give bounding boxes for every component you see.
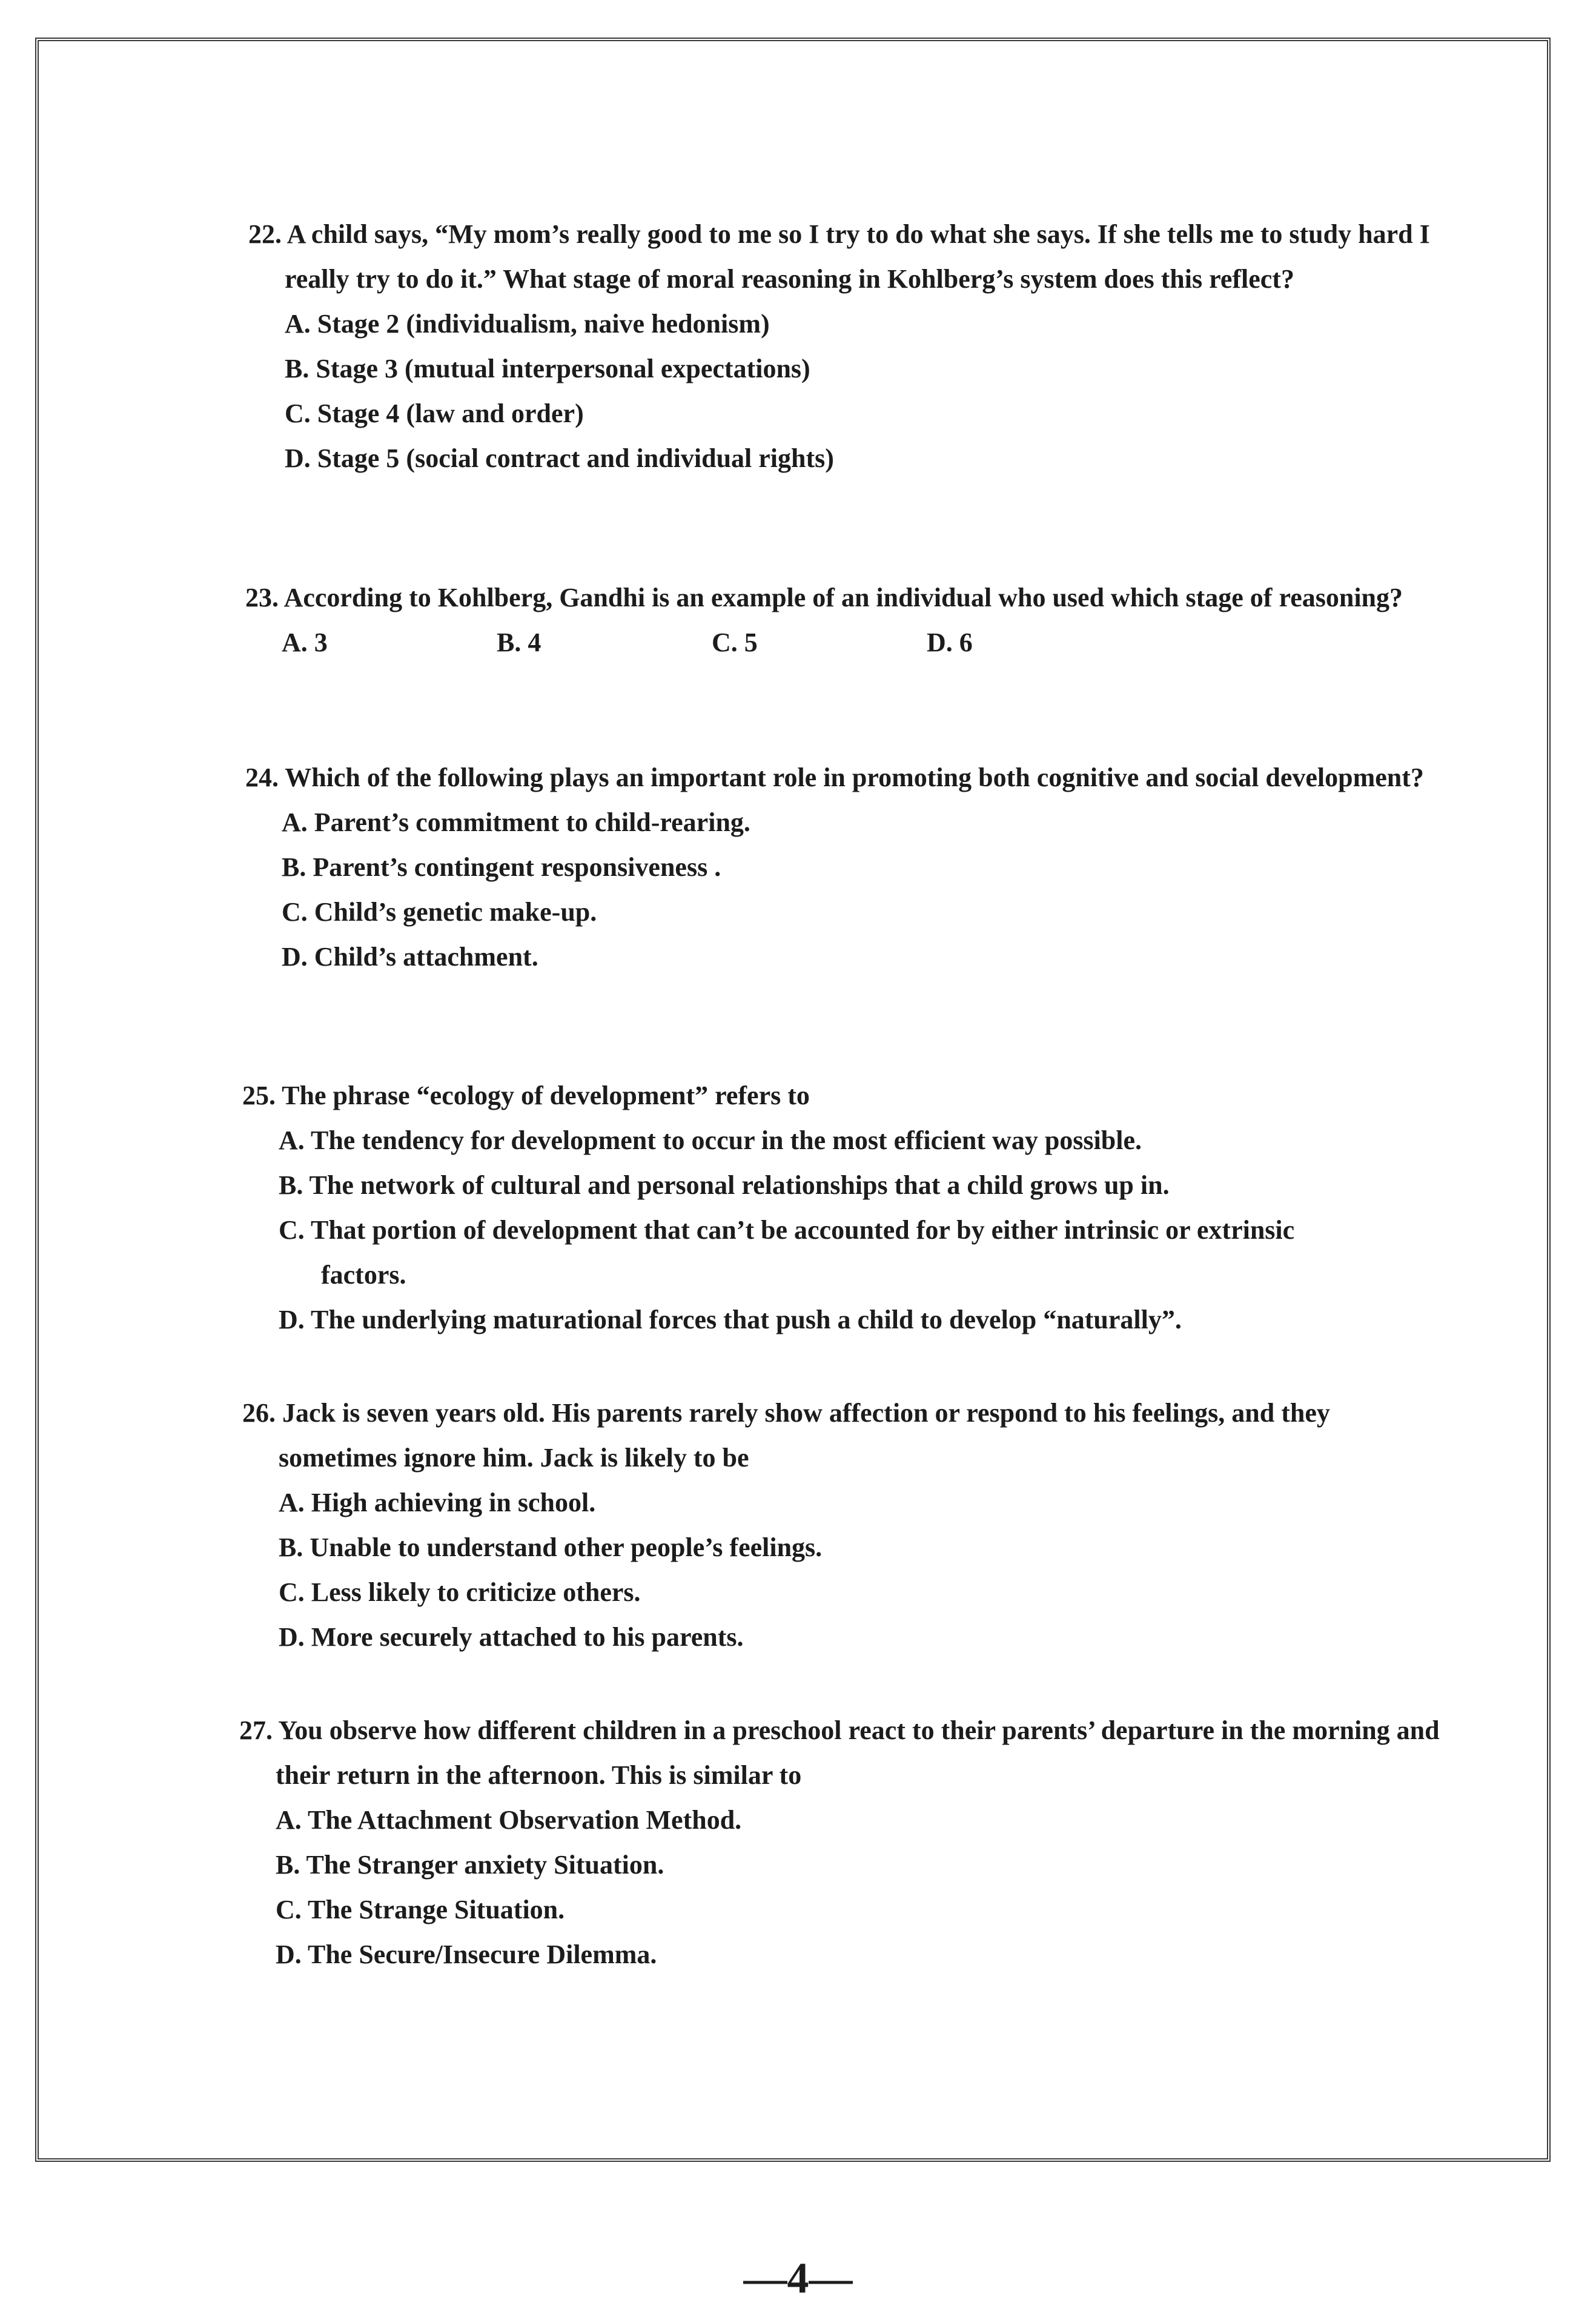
option-a: A. 3 <box>282 628 328 657</box>
option-a: A. The tendency for development to occur in the most efficient way possible. <box>279 1125 1142 1155</box>
option-b: B. 4 <box>497 628 541 657</box>
question-stem: 25. The phrase “ecology of development” refers to <box>242 1081 810 1110</box>
question-26 <box>242 1391 1454 1660</box>
option-c: C. The Strange Situation. <box>276 1895 565 1924</box>
question-24 <box>245 755 1457 979</box>
question-stem: 24. Which of the following plays an important role in promoting both cognitive and social development? <box>245 763 1424 792</box>
option-b: B. Stage 3 (mutual interpersonal expectations) <box>285 354 810 383</box>
option-b: B. Unable to understand other people’s feelings. <box>279 1533 823 1562</box>
page-number: —4— <box>743 2254 853 2302</box>
option-a: A. The Attachment Observation Method. <box>276 1805 742 1835</box>
option-c: C. That portion of development that can’t be accounted for by either intrinsic or extrinsic factors. <box>279 1215 1295 1290</box>
option-b: B. The network of cultural and personal relationships that a child grows up in. <box>279 1170 1170 1200</box>
question-stem: 23. According to Kohlberg, Gandhi is an example of an individual who used which stage of reasoning? <box>245 583 1403 612</box>
question-stem: 27. You observe how different children in a preschool react to their parents’ departure in the morning and their return in the afternoon. This is similar to <box>239 1715 1440 1790</box>
option-d: D. More securely attached to his parents. <box>279 1622 744 1652</box>
question-stem: 22. A child says, “My mom’s really good to me so I try to do what she says. If she tells me to study hard I really try to do it.” What stage of moral reasoning in Kohlberg’s system does this reflect? <box>248 219 1430 294</box>
option-d: D. The underlying maturational forces that push a child to develop “naturally”. <box>279 1305 1182 1334</box>
option-d: D. Child’s attachment. <box>282 942 538 972</box>
option-d: D. Stage 5 (social contract and individual rights) <box>285 443 834 473</box>
option-c: C. Less likely to criticize others. <box>279 1577 641 1607</box>
option-b: B. The Stranger anxiety Situation. <box>276 1850 664 1880</box>
option-b: B. Parent’s contingent responsiveness . <box>282 852 721 882</box>
option-c: C. Stage 4 (law and order) <box>285 399 584 428</box>
option-d: D. The Secure/Insecure Dilemma. <box>276 1940 657 1969</box>
option-a: A. Parent’s commitment to child-rearing. <box>282 807 750 837</box>
question-22 <box>248 212 1460 481</box>
question-27 <box>239 1708 1469 1977</box>
option-a: A. Stage 2 (individualism, naive hedonism) <box>285 309 770 339</box>
option-d: D. 6 <box>927 628 973 657</box>
option-c: C. 5 <box>712 628 758 657</box>
question-23 <box>245 575 1457 665</box>
inline-options <box>245 620 1457 665</box>
option-c: C. Child’s genetic make-up. <box>282 897 597 927</box>
question-25 <box>242 1073 1454 1342</box>
option-a: A. High achieving in school. <box>279 1488 596 1517</box>
question-stem: 26. Jack is seven years old. His parents rarely show affection or respond to his feelings, and they sometimes ignore him. Jack is likely to be <box>242 1398 1330 1473</box>
